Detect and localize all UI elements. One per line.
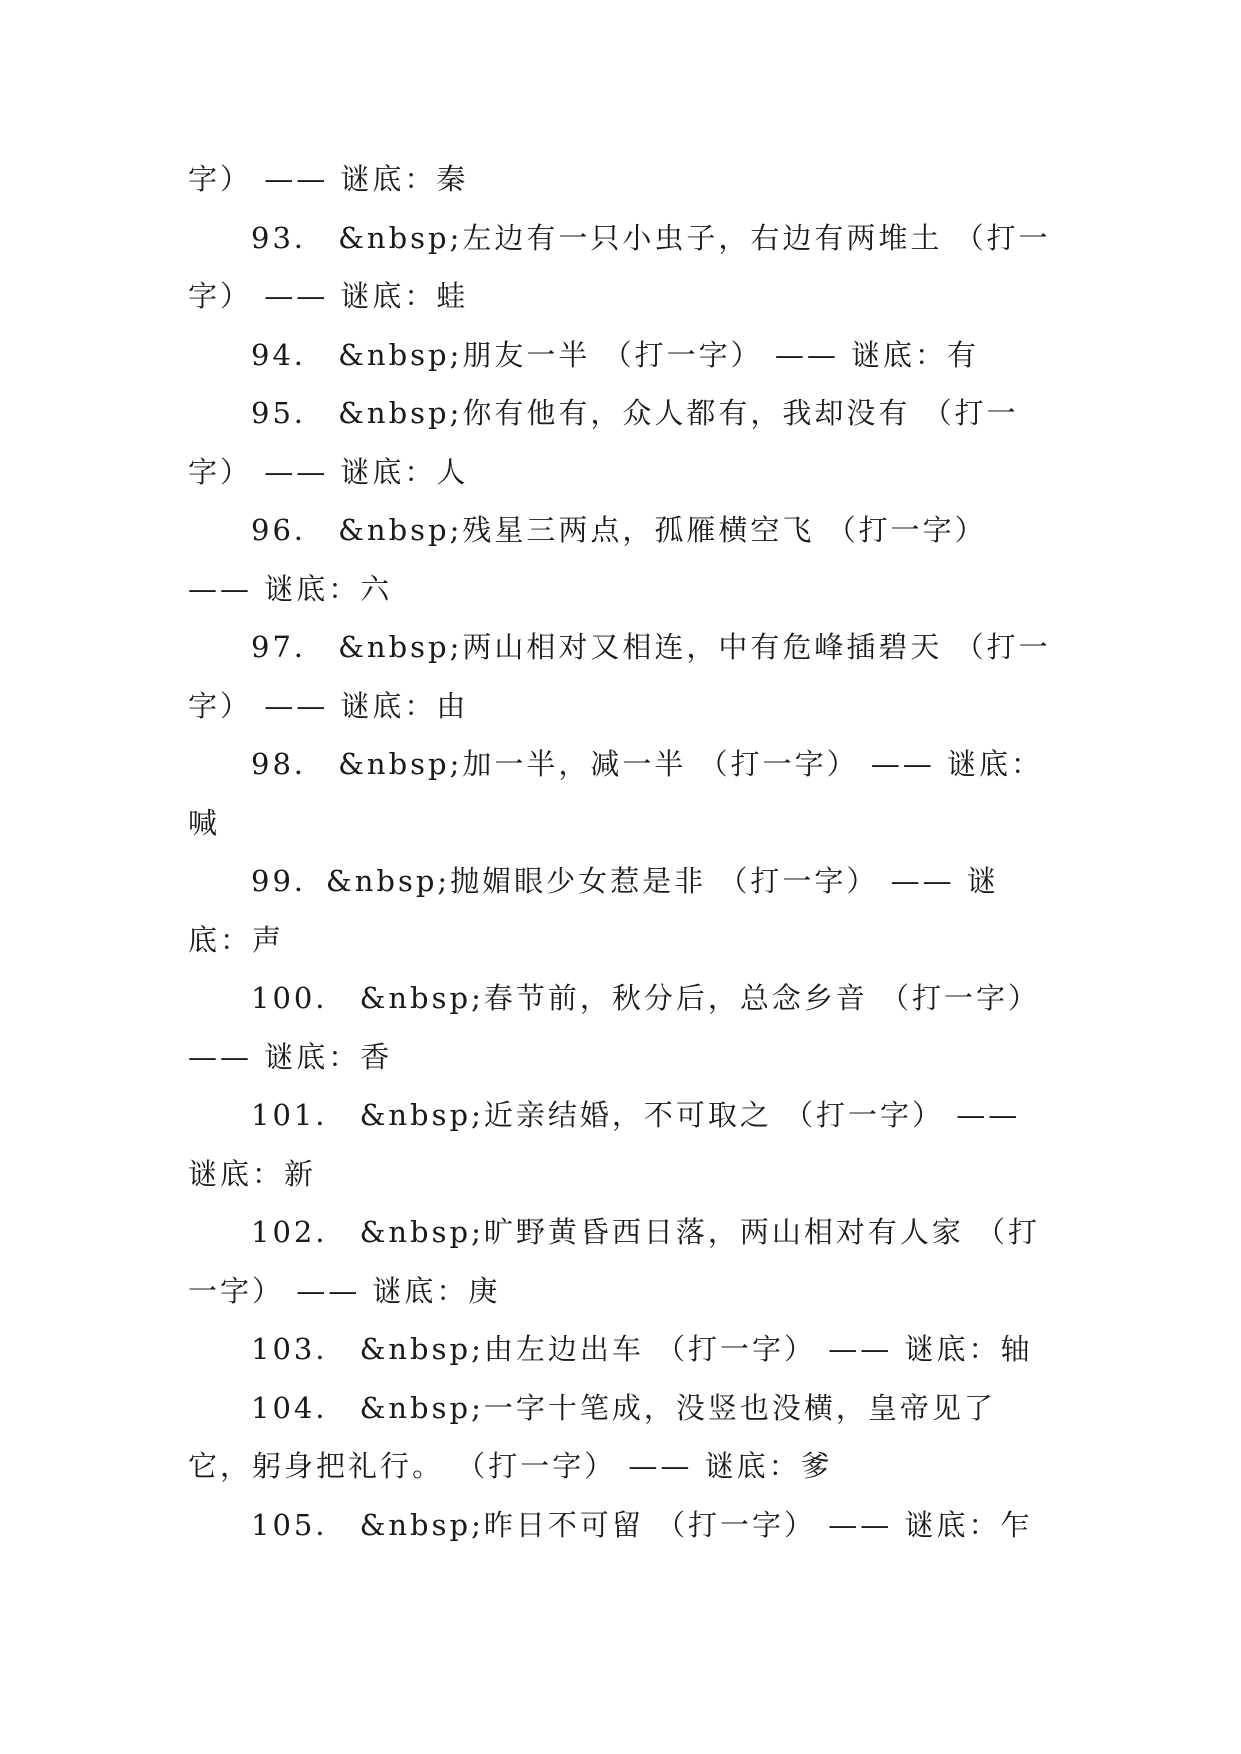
- riddle-94: 94． &nbsp;朋友一半 （打一字） —— 谜底：有: [251, 337, 980, 372]
- riddle-99: 99．&nbsp;抛媚眼少女惹是非 （打一字） —— 谜底：声: [188, 864, 999, 957]
- riddle-96: 96． &nbsp;残星三两点，孤雁横空飞 （打一字） —— 谜底：六: [188, 513, 987, 606]
- paragraph-continuation: 字） —— 谜底：秦: [188, 162, 469, 196]
- riddle-103: 103． &nbsp;由左边出车 （打一字） —— 谜底：轴: [251, 1332, 1033, 1366]
- riddle-102: 102． &nbsp;旷野黄昏西日落，两山相对有人家 （打一字） —— 谜底：庚: [188, 1215, 1041, 1308]
- riddle-95: 95． &nbsp;你有他有，众人都有，我却没有 （打一字） —— 谜底：人: [188, 396, 1019, 489]
- riddle-101: 101． &nbsp;近亲结婚，不可取之 （打一字） —— 谜底：新: [188, 1098, 1021, 1191]
- document-page: [188, 150, 1058, 1554]
- riddle-100: 100． &nbsp;春节前，秋分后，总念乡音 （打一字） —— 谜底：香: [188, 981, 1041, 1074]
- riddle-93: 93． &nbsp;左边有一只小虫子，右边有两堆土 （打一字） —— 谜底：蛙: [188, 220, 1051, 313]
- riddle-97: 97． &nbsp;两山相对又相连，中有危峰插碧天 （打一字） —— 谜底：由: [188, 630, 1051, 723]
- riddle-105: 105． &nbsp;昨日不可留 （打一字） —— 谜底：乍: [251, 1507, 1033, 1542]
- riddle-104: 104． &nbsp;一字十笔成，没竖也没横，皇帝见了它，躬身把礼行。 （打一字） —— 谜底：爹: [188, 1390, 996, 1483]
- riddle-98: 98． &nbsp;加一半，减一半 （打一字） —— 谜底：喊: [188, 747, 1044, 840]
